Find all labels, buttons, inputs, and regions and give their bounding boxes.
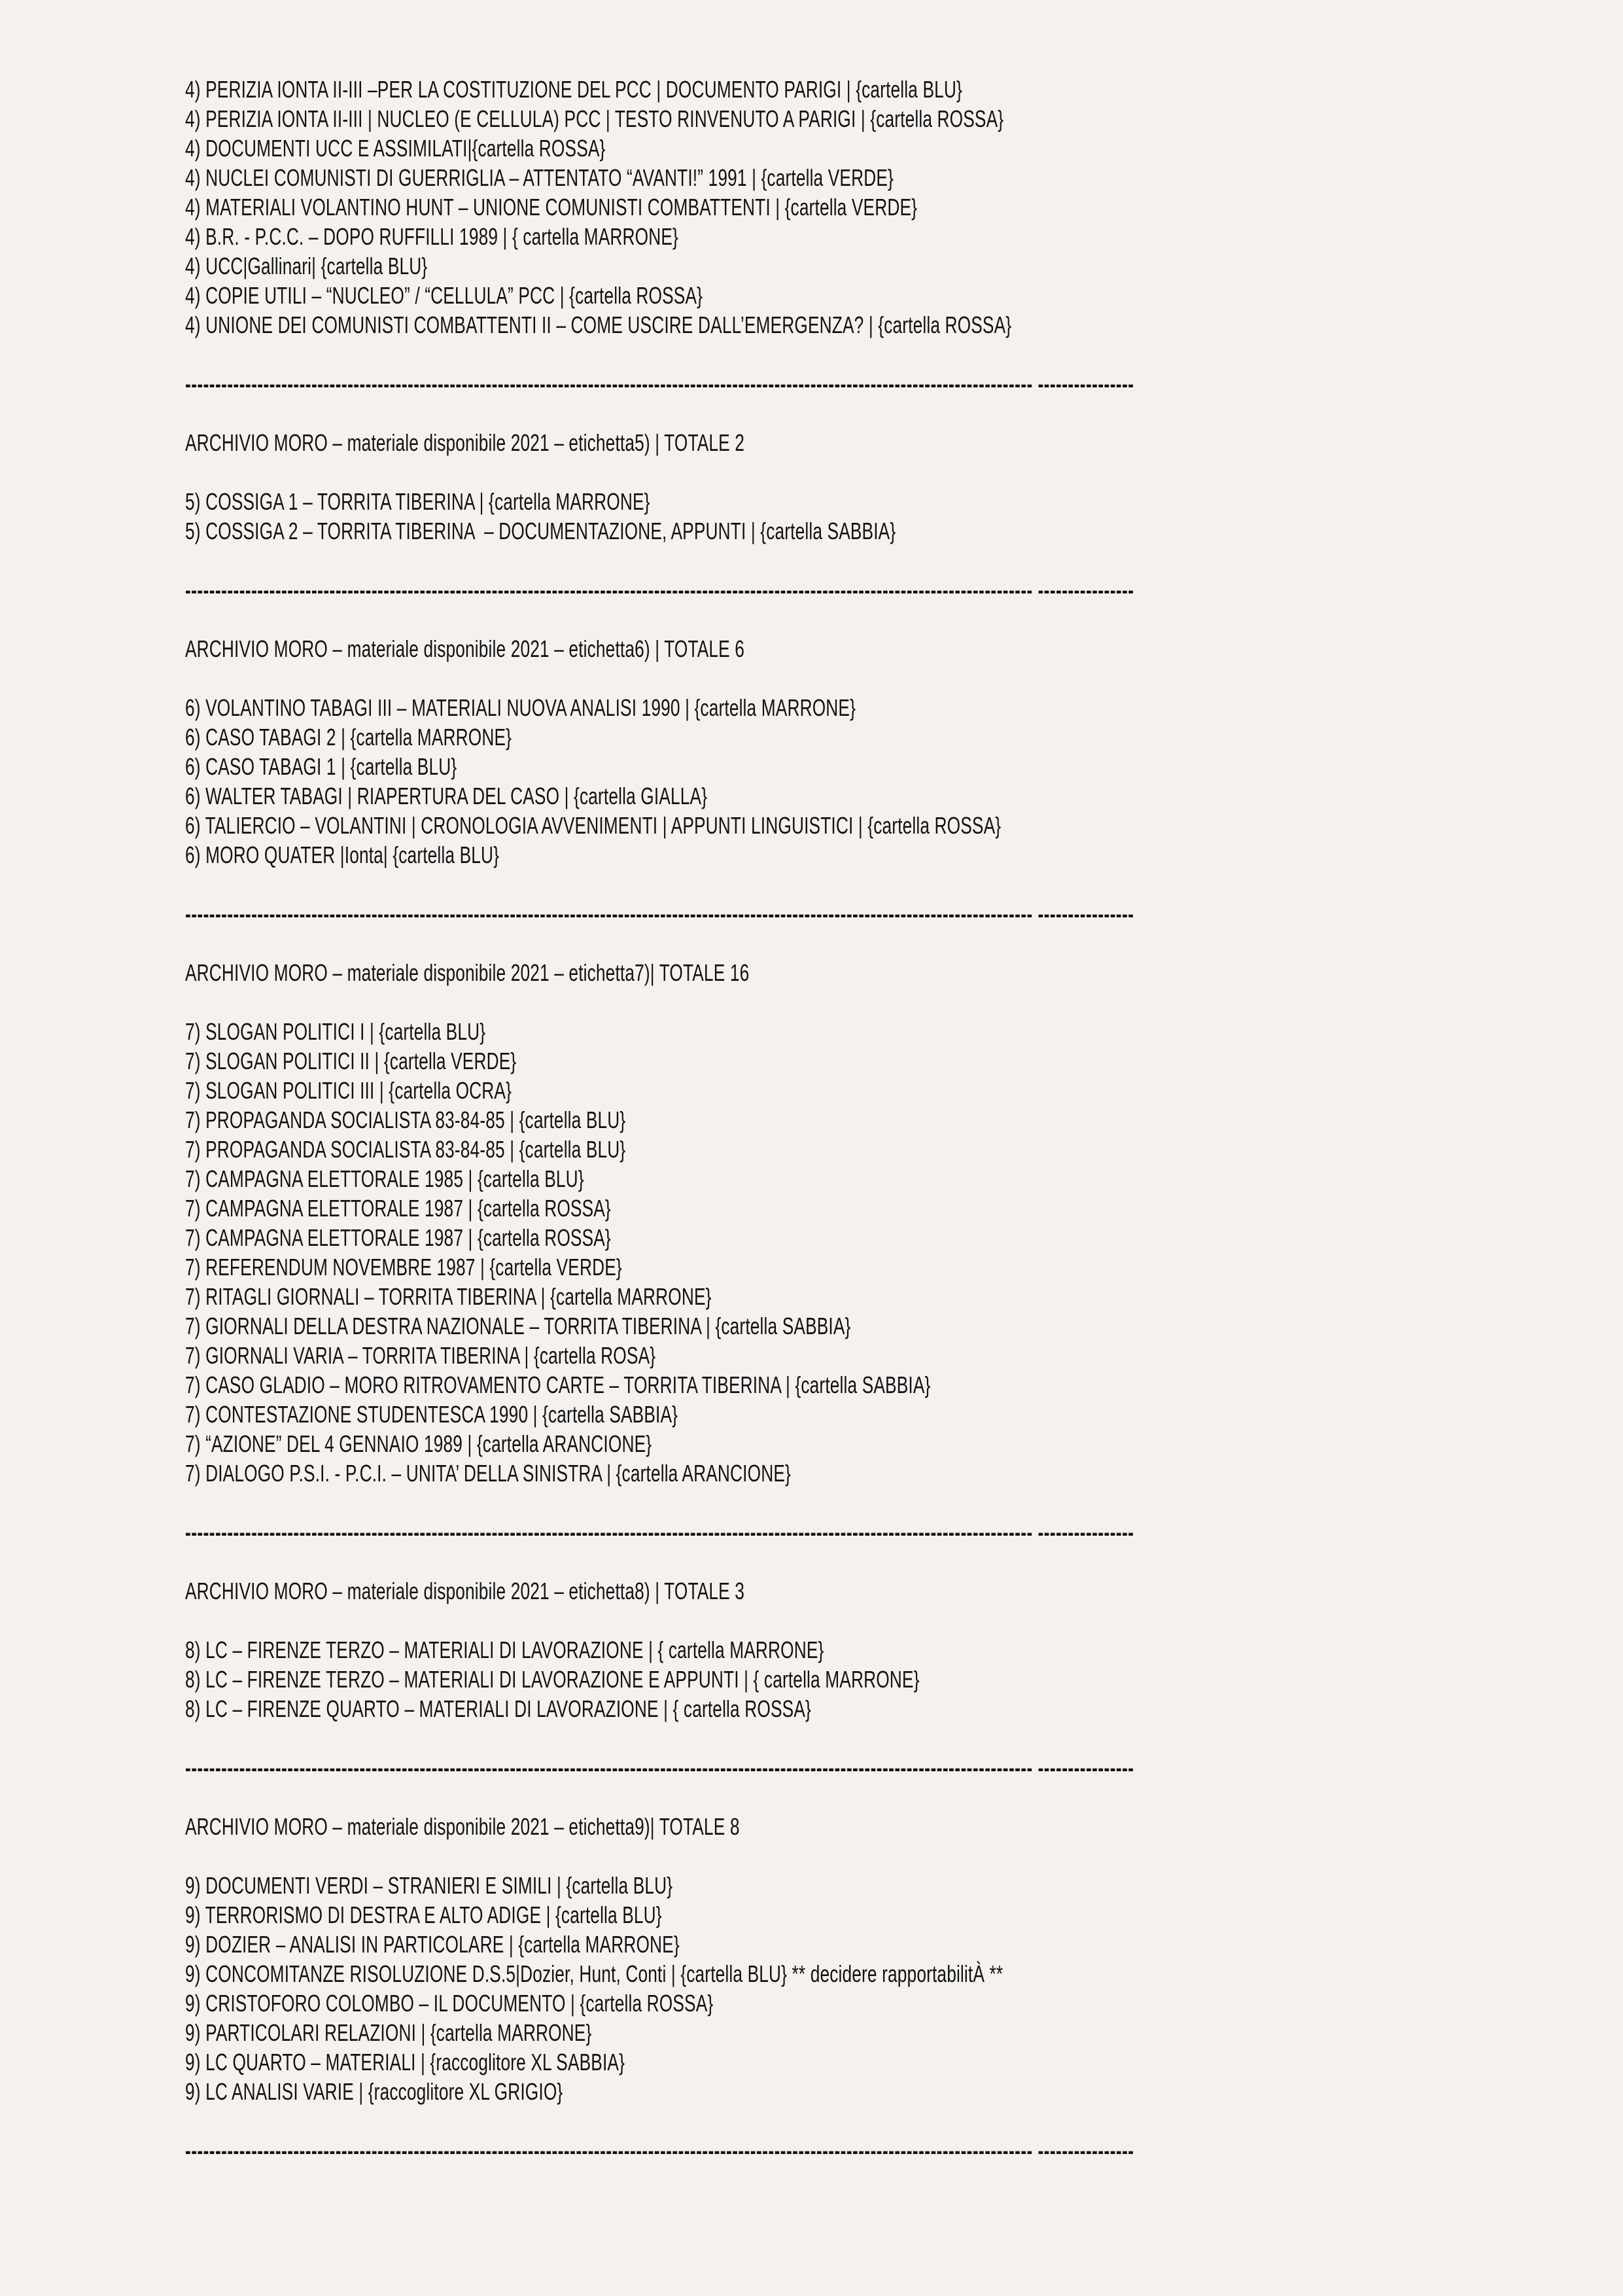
archive-item-line: 7) RITAGLI GIORNALI – TORRITA TIBERINA | {cartella MARRONE} bbox=[185, 1283, 712, 1310]
blank-line bbox=[185, 987, 1193, 1017]
archive-item-line: 7) REFERENDUM NOVEMBRE 1987 | {cartella VERDE} bbox=[185, 1254, 622, 1280]
archive-item-line: 8) LC – FIRENZE TERZO – MATERIALI DI LAVORAZIONE | { cartella MARRONE} bbox=[185, 1636, 824, 1663]
blank-line bbox=[185, 870, 1193, 899]
divider-line: --------------------------------------------------------------------------------------------------------------------------------------------- ---------------- bbox=[185, 370, 1134, 397]
archive-item-line: 6) VOLANTINO TABAGI III – MATERIALI NUOVA ANALISI 1990 | {cartella MARRONE} bbox=[185, 694, 856, 721]
archive-item-line: 4) PERIZIA IONTA II-III –PER LA COSTITUZIONE DEL PCC | DOCUMENTO PARIGI | {cartella BLU} bbox=[185, 76, 962, 103]
archive-item-line: 7) CASO GLADIO – MORO RITROVAMENTO CARTE – TORRITA TIBERINA | {cartella SABBIA} bbox=[185, 1371, 931, 1398]
archive-item-line: 9) CRISTOFORO COLOMBO – IL DOCUMENTO | {cartella ROSSA} bbox=[185, 1990, 714, 2017]
blank-line bbox=[185, 1488, 1193, 1517]
archive-item-line: 9) TERRORISMO DI DESTRA E ALTO ADIGE | {cartella BLU} bbox=[185, 1901, 662, 1928]
archive-item-line: 8) LC – FIRENZE QUARTO – MATERIALI DI LAVORAZIONE | { cartella ROSSA} bbox=[185, 1695, 811, 1722]
archive-item-line: 4) COPIE UTILI – “NUCLEO” / “CELLULA” PCC | {cartella ROSSA} bbox=[185, 282, 703, 309]
divider-line: --------------------------------------------------------------------------------------------------------------------------------------------- ---------------- bbox=[185, 576, 1134, 603]
archive-item-line: 7) PROPAGANDA SOCIALISTA 83-84-85 | {cartella BLU} bbox=[185, 1136, 626, 1163]
archive-item-line: 7) “AZIONE” DEL 4 GENNAIO 1989 | {cartella ARANCIONE} bbox=[185, 1430, 652, 1457]
section-header: ARCHIVIO MORO – materiale disponibile 2021 – etichetta5) | TOTALE 2 bbox=[185, 429, 745, 456]
archive-item-line: 9) DOCUMENTI VERDI – STRANIERI E SIMILI | {cartella BLU} bbox=[185, 1872, 673, 1899]
blank-line bbox=[185, 340, 1193, 369]
archive-item-line: 6) TALIERCIO – VOLANTINI | CRONOLOGIA AVVENIMENTI | APPUNTI LINGUISTICI | {cartella ROSSA} bbox=[185, 812, 1002, 839]
section-header: ARCHIVIO MORO – materiale disponibile 2021 – etichetta7)| TOTALE 16 bbox=[185, 959, 750, 986]
archive-item-line: 9) CONCOMITANZE RISOLUZIONE D.S.5|Dozier, Hunt, Conti | {cartella BLU} ** decidere rapportabilitÀ ** bbox=[185, 1960, 1003, 1987]
blank-line bbox=[185, 663, 1193, 693]
divider-line: --------------------------------------------------------------------------------------------------------------------------------------------- ---------------- bbox=[185, 1754, 1134, 1781]
archive-item-line: 7) CONTESTAZIONE STUDENTESCA 1990 | {cartella SABBIA} bbox=[185, 1401, 678, 1428]
divider-line: --------------------------------------------------------------------------------------------------------------------------------------------- ---------------- bbox=[185, 1519, 1134, 1545]
archive-item-line: 5) COSSIGA 1 – TORRITA TIBERINA | {cartella MARRONE} bbox=[185, 488, 650, 515]
archive-item-line: 7) SLOGAN POLITICI II | {cartella VERDE} bbox=[185, 1048, 517, 1074]
blank-line bbox=[185, 1782, 1193, 1812]
archive-item-line: 9) LC ANALISI VARIE | {raccoglitore XL GRIGIO} bbox=[185, 2078, 563, 2105]
archive-item-line: 9) PARTICOLARI RELAZIONI | {cartella MARRONE} bbox=[185, 2019, 592, 2046]
archive-item-line: 4) NUCLEI COMUNISTI DI GUERRIGLIA – ATTENTATO “AVANTI!” 1991 | {cartella VERDE} bbox=[185, 164, 894, 191]
section-header: ARCHIVIO MORO – materiale disponibile 2021 – etichetta9)| TOTALE 8 bbox=[185, 1813, 740, 1840]
archive-item-line: 9) DOZIER – ANALISI IN PARTICOLARE | {cartella MARRONE} bbox=[185, 1931, 680, 1958]
blank-line bbox=[185, 2106, 1193, 2136]
blank-line bbox=[185, 928, 1193, 958]
archive-item-line: 7) GIORNALI VARIA – TORRITA TIBERINA | {cartella ROSA} bbox=[185, 1342, 656, 1369]
document-content bbox=[185, 75, 1193, 2165]
archive-item-line: 9) LC QUARTO – MATERIALI | {raccoglitore XL SABBIA} bbox=[185, 2049, 625, 2075]
archive-item-line: 7) CAMPAGNA ELETTORALE 1987 | {cartella ROSSA} bbox=[185, 1224, 611, 1251]
archive-item-line: 7) GIORNALI DELLA DESTRA NAZIONALE – TORRITA TIBERINA | {cartella SABBIA} bbox=[185, 1313, 851, 1339]
archive-item-line: 6) MORO QUATER |Ionta| {cartella BLU} bbox=[185, 841, 500, 868]
archive-item-line: 4) PERIZIA IONTA II-III | NUCLEO (E CELLULA) PCC | TESTO RINVENUTO A PARIGI | {cartella ROSSA} bbox=[185, 105, 1004, 132]
archive-item-line: 6) WALTER TABAGI | RIAPERTURA DEL CASO | {cartella GIALLA} bbox=[185, 783, 708, 809]
blank-line bbox=[185, 1723, 1193, 1753]
blank-line bbox=[185, 1841, 1193, 1871]
blank-line bbox=[185, 1606, 1193, 1635]
archive-item-line: 7) PROPAGANDA SOCIALISTA 83-84-85 | {cartella BLU} bbox=[185, 1106, 626, 1133]
archive-item-line: 7) SLOGAN POLITICI III | {cartella OCRA} bbox=[185, 1077, 512, 1104]
archive-item-line: 5) COSSIGA 2 – TORRITA TIBERINA – DOCUMENTAZIONE, APPUNTI | {cartella SABBIA} bbox=[185, 518, 896, 544]
archive-item-line: 4) MATERIALI VOLANTINO HUNT – UNIONE COMUNISTI COMBATTENTI | {cartella VERDE} bbox=[185, 194, 918, 221]
archive-item-line: 6) CASO TABAGI 2 | {cartella MARRONE} bbox=[185, 724, 512, 751]
archive-item-line: 4) UCC|Gallinari| {cartella BLU} bbox=[185, 253, 428, 279]
blank-line bbox=[185, 398, 1193, 428]
archive-item-line: 6) CASO TABAGI 1 | {cartella BLU} bbox=[185, 753, 457, 780]
archive-item-line: 8) LC – FIRENZE TERZO – MATERIALI DI LAVORAZIONE E APPUNTI | { cartella MARRONE} bbox=[185, 1666, 920, 1693]
divider-line: --------------------------------------------------------------------------------------------------------------------------------------------- ---------------- bbox=[185, 2137, 1134, 2164]
archive-item-line: 4) UNIONE DEI COMUNISTI COMBATTENTI II – COME USCIRE DALL’EMERGENZA? | {cartella ROSSA} bbox=[185, 311, 1012, 338]
blank-line bbox=[185, 1547, 1193, 1576]
divider-line: --------------------------------------------------------------------------------------------------------------------------------------------- ---------------- bbox=[185, 900, 1134, 927]
archive-item-line: 4) DOCUMENTI UCC E ASSIMILATI|{cartella ROSSA} bbox=[185, 135, 606, 162]
blank-line bbox=[185, 546, 1193, 575]
blank-line bbox=[185, 605, 1193, 634]
blank-line bbox=[185, 457, 1193, 487]
section-header: ARCHIVIO MORO – materiale disponibile 2021 – etichetta6) | TOTALE 6 bbox=[185, 635, 745, 662]
archive-item-line: 4) B.R. - P.C.C. – DOPO RUFFILLI 1989 | { cartella MARRONE} bbox=[185, 223, 678, 250]
archive-item-line: 7) DIALOGO P.S.I. - P.C.I. – UNITA’ DELLA SINISTRA | {cartella ARANCIONE} bbox=[185, 1460, 791, 1487]
archive-item-line: 7) SLOGAN POLITICI I | {cartella BLU} bbox=[185, 1018, 486, 1045]
section-header: ARCHIVIO MORO – materiale disponibile 2021 – etichetta8) | TOTALE 3 bbox=[185, 1578, 745, 1604]
archive-item-line: 7) CAMPAGNA ELETTORALE 1985 | {cartella BLU} bbox=[185, 1165, 584, 1192]
archive-item-line: 7) CAMPAGNA ELETTORALE 1987 | {cartella ROSSA} bbox=[185, 1195, 611, 1222]
